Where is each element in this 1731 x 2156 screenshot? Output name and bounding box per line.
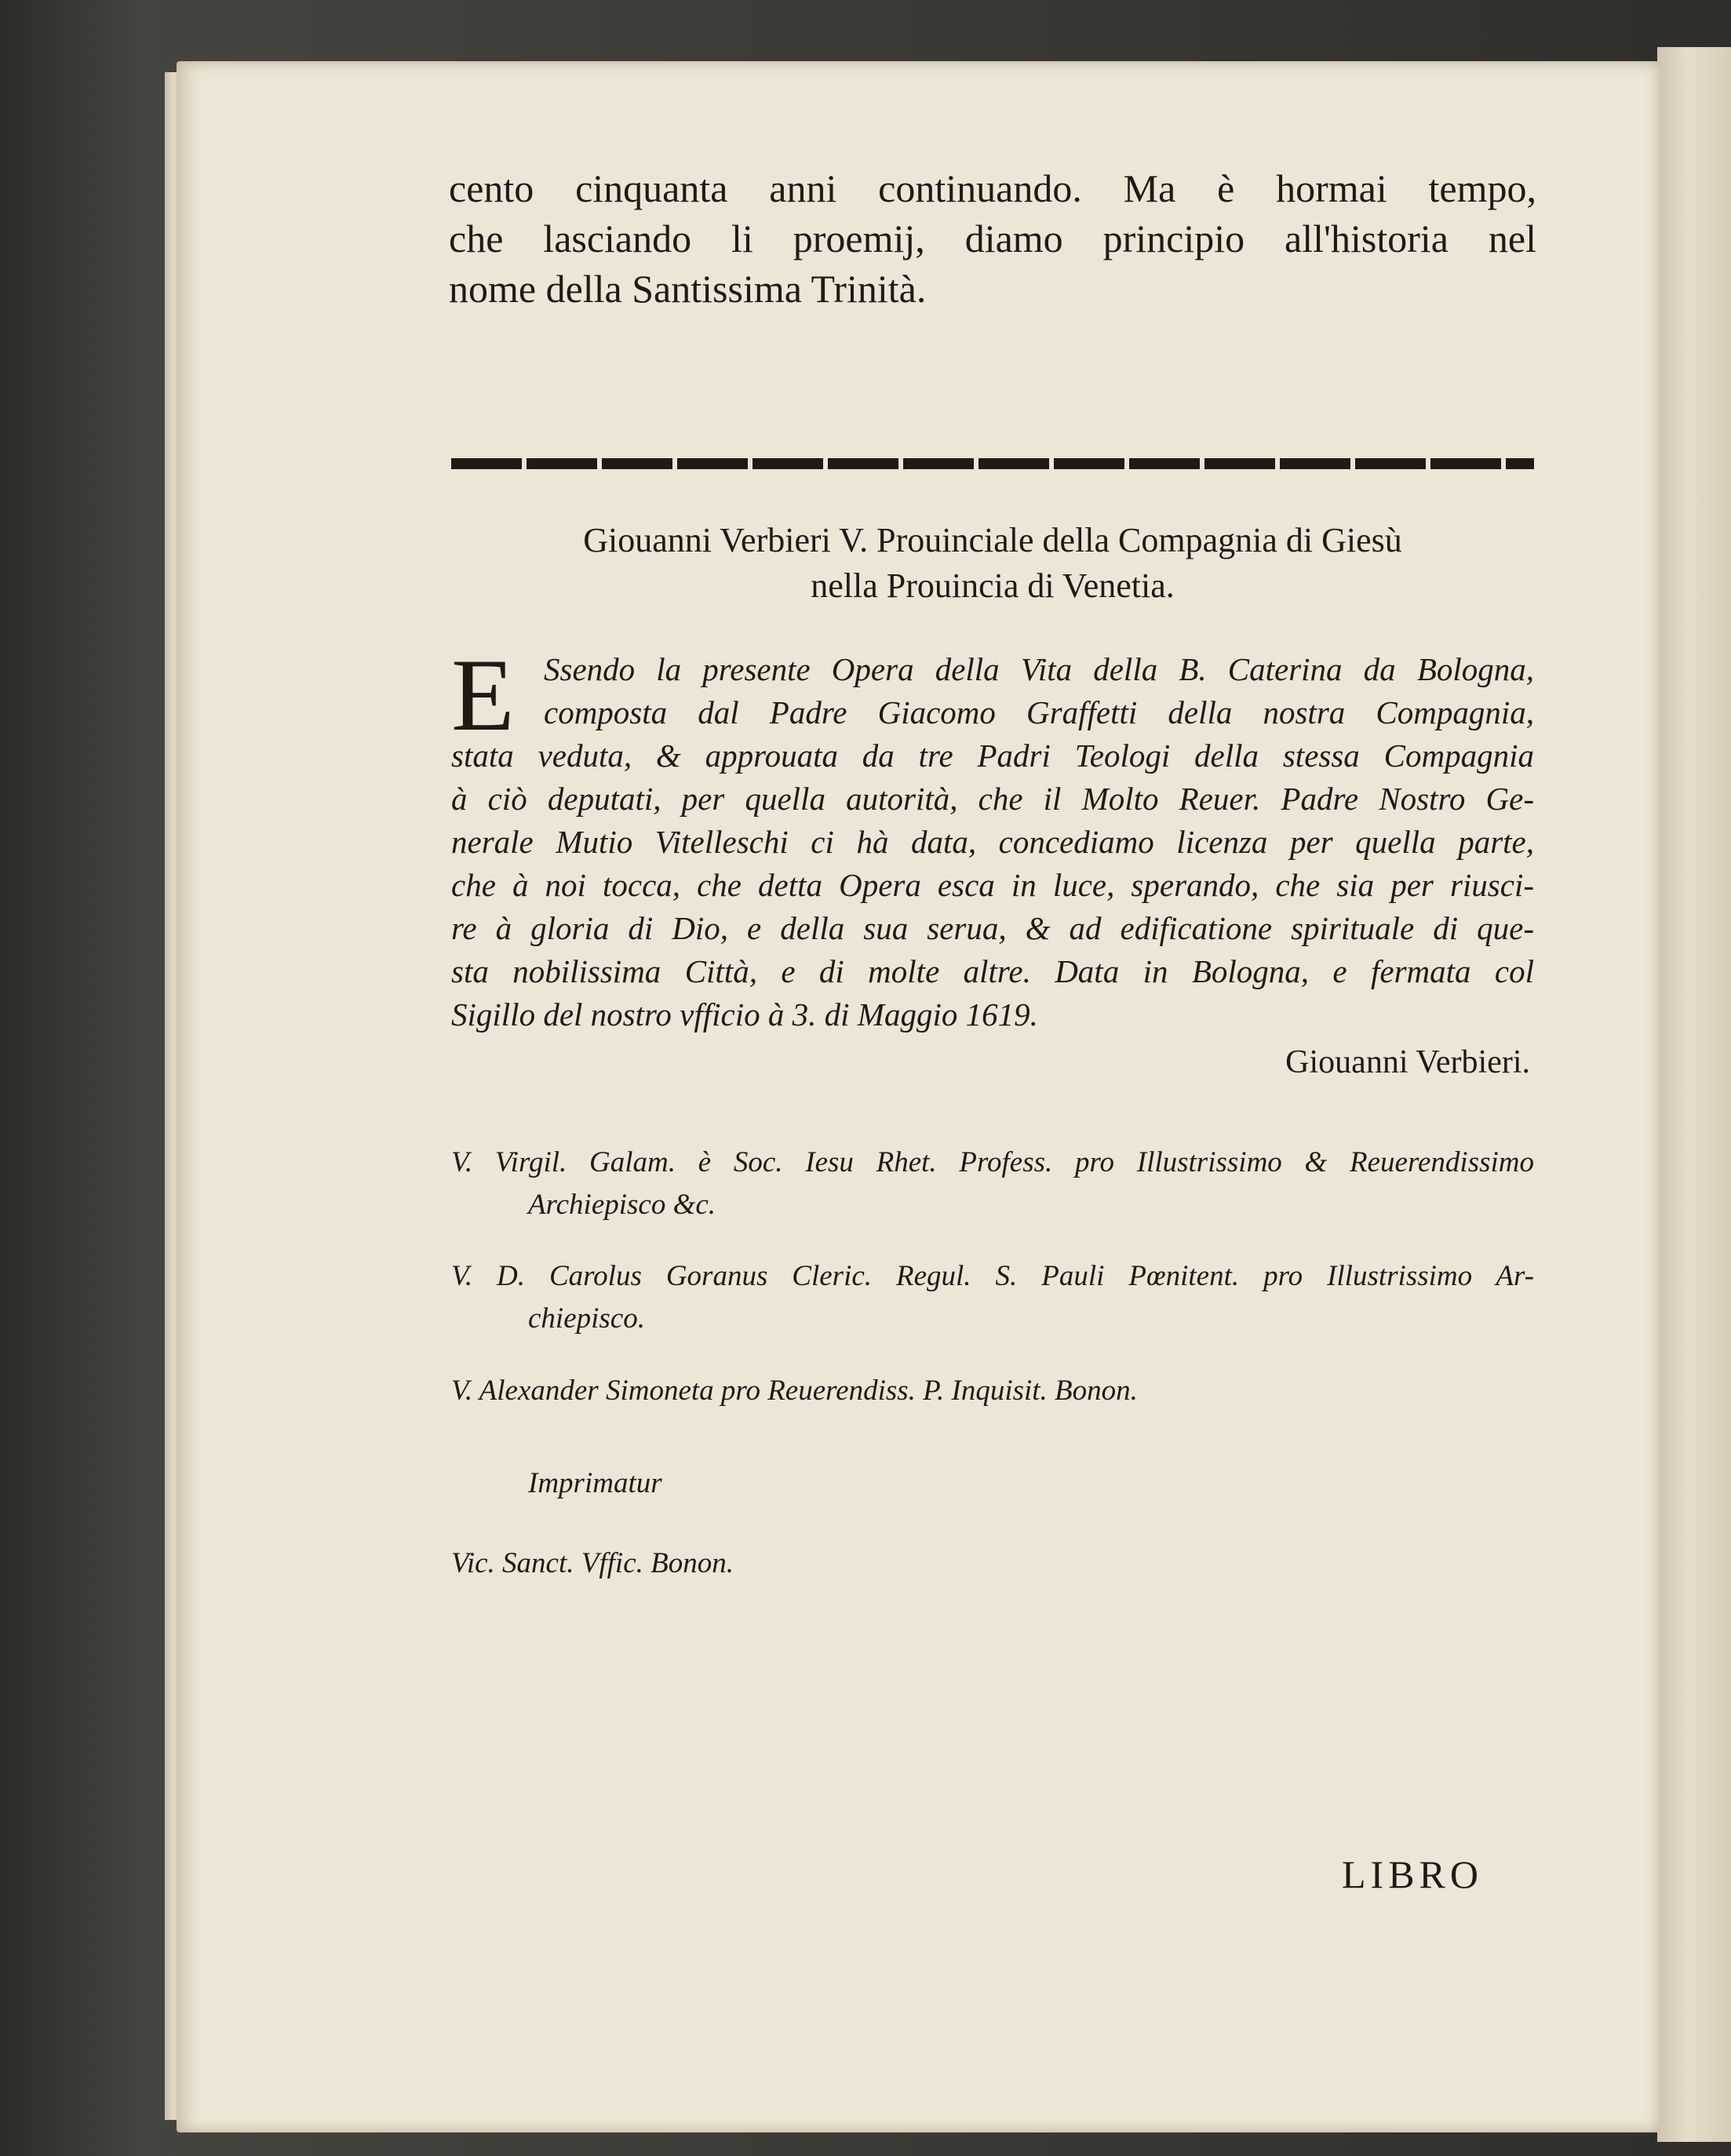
approval-line: nerale Mutio Vitelleschi ci hà data, concediamo licenza per quella parte, — [451, 824, 1534, 860]
approval-line: composta dal Padre Giacomo Graffetti della nostra Compagnia, — [544, 694, 1534, 730]
intro-line: nome della Santissima Trinità. — [449, 267, 927, 311]
permission-entry — [451, 1370, 1534, 1412]
permission-entry — [451, 1142, 1534, 1226]
book-page — [177, 61, 1660, 2132]
imprimatur — [528, 1462, 1156, 1505]
intro-paragraph — [449, 163, 1536, 314]
permission-entry — [451, 1255, 1534, 1340]
permission-line: chiepisco. — [528, 1302, 645, 1335]
approval-line: à ciò deputati, per quella autorità, che il Molto Reuer. Padre Nostro Ge- — [451, 781, 1534, 817]
heading-line: Giouanni Verbieri V. Prouinciale della Compagnia di Giesù — [583, 521, 1402, 559]
intro-line: cento cinquanta anni continuando. Ma è hormai tempo, — [449, 166, 1536, 210]
drop-cap: E — [451, 637, 515, 752]
heading-line: nella Prouincia di Venetia. — [811, 566, 1175, 605]
catchword: LIBRO — [1342, 1852, 1483, 1896]
intro-line: che lasciando li proemij, diamo principio all'historia nel — [449, 217, 1536, 260]
permission-line: V. Alexander Simoneta pro Reuerendiss. P. Inquisit. Bonon. — [451, 1375, 1138, 1407]
approval-line: stata veduta, & approuata da tre Padri Teologi della stessa Compagnia — [451, 737, 1534, 774]
approval-line: Sigillo del nostro vfficio à 3. di Maggio 1619. — [451, 996, 1038, 1032]
facing-page-edge — [1657, 47, 1731, 2142]
approval-text — [451, 637, 1534, 1036]
vicar-text: Vic. Sanct. Vffic. Bonon. — [451, 1547, 734, 1579]
approval-heading — [451, 518, 1534, 609]
vicar-line — [451, 1542, 1079, 1585]
provincial-signature: Giouanni Verbieri. — [1285, 1044, 1530, 1080]
imprimatur-text: Imprimatur — [528, 1467, 662, 1499]
approval-line: Ssendo la presente Opera della Vita della B. Caterina da Bologna, — [544, 651, 1534, 687]
approval-line: che à noi tocca, che detta Opera esca in luce, sperando, che sia per riusci- — [451, 867, 1534, 903]
approval-line: re à gloria di Dio, e della sua serua, & ad edificatione spirituale di que- — [451, 910, 1534, 946]
ornamental-rule — [451, 458, 1534, 469]
approval-line: sta nobilissima Città, e di molte altre. Data in Bologna, e fermata col — [451, 953, 1534, 989]
permission-line: Archiepiscо &c. — [528, 1189, 716, 1221]
permission-line: V. D. Carolus Goranus Cleric. Regul. S. Pauli Pœnitent. pro Illustrissimo Ar- — [451, 1260, 1534, 1292]
permission-line: V. Virgil. Galam. è Soc. Iesu Rhet. Profess. pro Illustrissimo & Reuerendissimo — [451, 1146, 1534, 1178]
